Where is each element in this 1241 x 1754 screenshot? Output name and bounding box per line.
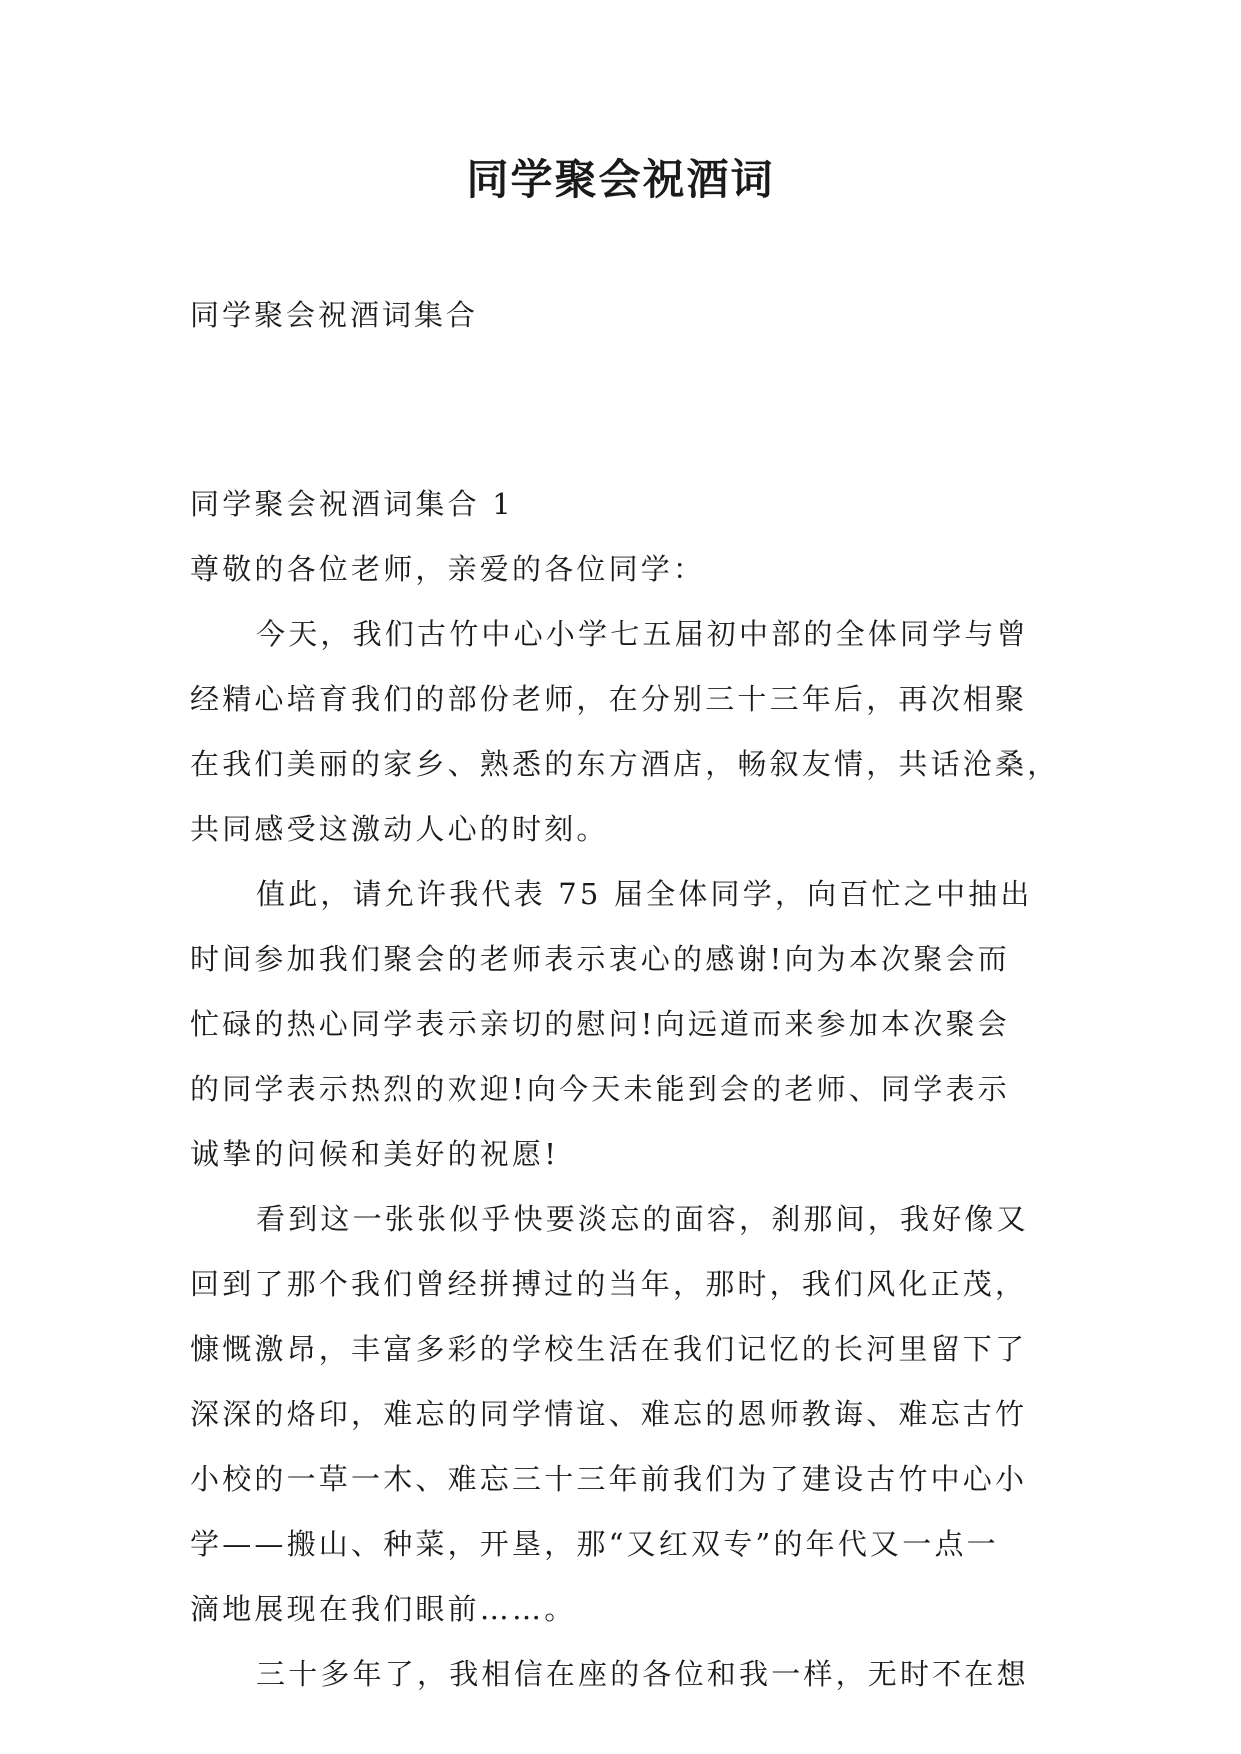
document-body xyxy=(190,472,1062,1707)
paragraph-4 xyxy=(190,1642,1062,1707)
paragraph-line: 时间参加我们聚会的老师表示衷心的感谢!向为本次聚会而 xyxy=(190,942,1010,976)
paragraph-line: 学——搬山、种菜，开垦，那“又红双专”的年代又一点一 xyxy=(190,1527,999,1561)
paragraph-line: 的同学表示热烈的欢迎!向今天未能到会的老师、同学表示 xyxy=(190,1072,1010,1106)
paragraph-line: 回到了那个我们曾经拼搏过的当年，那时，我们风化正茂， xyxy=(190,1267,1028,1301)
paragraph-line: 今天，我们古竹中心小学七五届初中部的全体同学与曾 xyxy=(256,617,1029,651)
paragraph-line: 经精心培育我们的部份老师，在分别三十三年后，再次相聚 xyxy=(190,682,1028,716)
paragraph-3 xyxy=(190,1187,1062,1642)
paragraph-line: 共同感受这激动人心的时刻。 xyxy=(190,812,609,846)
paragraph-line: 慷慨激昂，丰富多彩的学校生活在我们记忆的长河里留下了 xyxy=(190,1332,1028,1366)
paragraph-2 xyxy=(190,862,1062,1187)
paragraph-line: 看到这一张张似乎快要淡忘的面容，刹那间，我好像又 xyxy=(256,1202,1029,1236)
salutation: 尊敬的各位老师，亲爱的各位同学： xyxy=(190,552,706,586)
section-heading: 同学聚会祝酒词集合 1 xyxy=(190,487,514,521)
paragraph-line: 深深的烙印，难忘的同学情谊、难忘的恩师教诲、难忘古竹 xyxy=(190,1397,1028,1431)
paragraph-1 xyxy=(190,602,1062,862)
paragraph-line: 诚挚的问候和美好的祝愿! xyxy=(190,1137,560,1171)
paragraph-line: 滴地展现在我们眼前……。 xyxy=(190,1592,577,1626)
paragraph-line: 忙碌的热心同学表示亲切的慰问!向远道而来参加本次聚会 xyxy=(190,1007,1010,1041)
document-title: 同学聚会祝酒词 xyxy=(466,155,775,204)
paragraph-line: 值此，请允许我代表 75 届全体同学，向百忙之中抽出 xyxy=(256,877,1033,911)
paragraph-line: 小校的一草一木、难忘三十三年前我们为了建设古竹中心小 xyxy=(190,1462,1028,1496)
paragraph-line: 三十多年了，我相信在座的各位和我一样，无时不在想 xyxy=(256,1657,1029,1691)
document-subtitle: 同学聚会祝酒词集合 xyxy=(190,298,479,332)
paragraph-line: 在我们美丽的家乡、熟悉的东方酒店，畅叙友情，共话沧桑， xyxy=(190,747,1060,781)
